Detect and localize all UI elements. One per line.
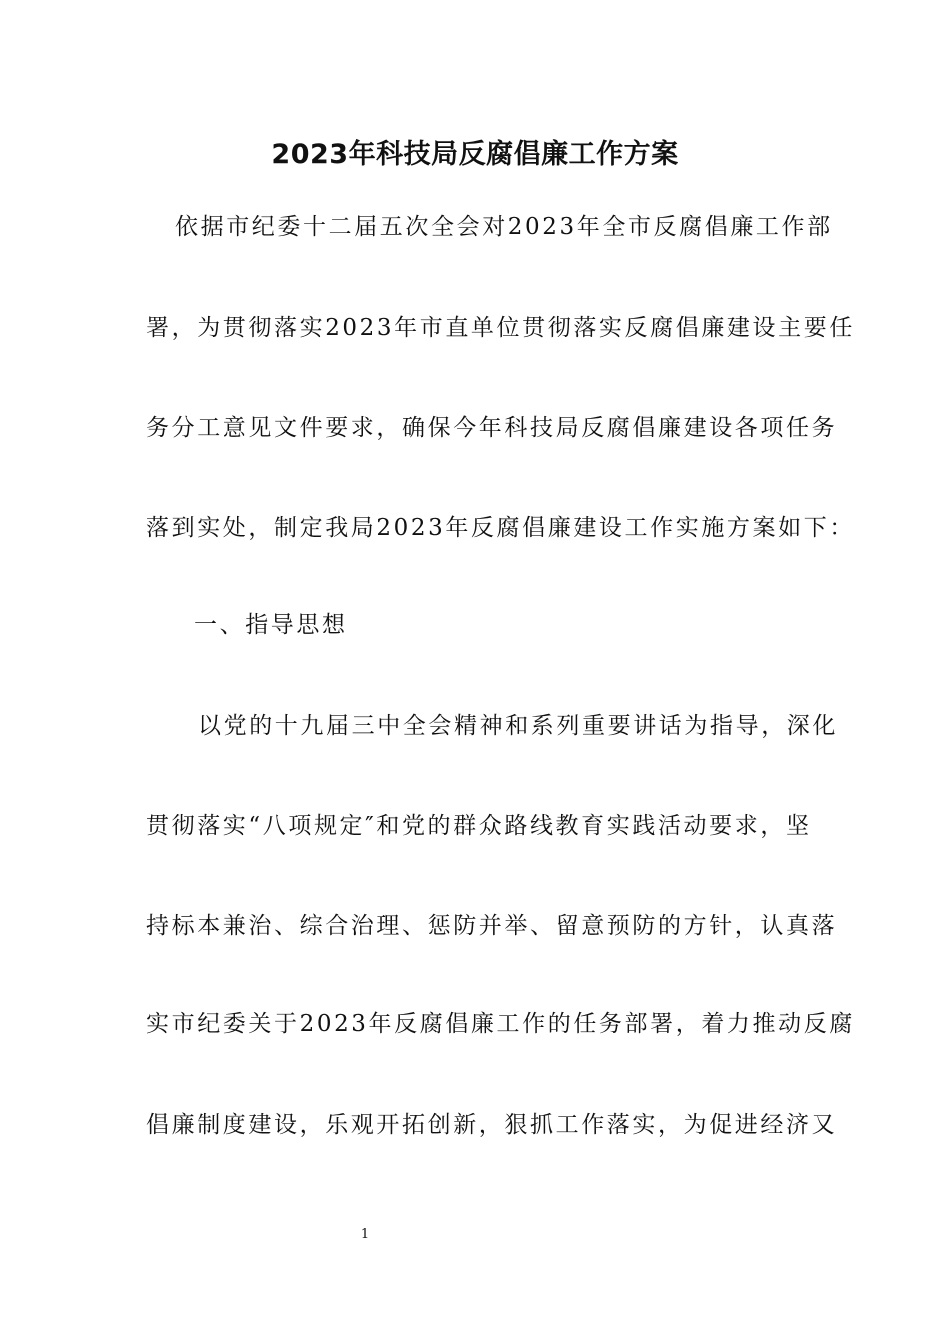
page-number: 1 [360,1227,370,1242]
section-heading: 一、指导思想 [194,612,348,638]
intro-line-1: 依据市纪委十二届五次全会对2023年全市反腐倡廉工作部 [175,214,833,240]
section-line-4: 实市纪委关于2023年反腐倡廉工作的任务部署，着力推动反腐 [146,1011,855,1037]
intro-line-3: 务分工意见文件要求，确保今年科技局反腐倡廉建设各项任务 [146,415,838,441]
section-line-3: 持标本兼治、综合治理、惩防并举、留意预防的方针，认真落 [146,913,838,939]
section-line-5: 倡廉制度建设，乐观开拓创新，狠抓工作落实，为促进经济又 [146,1112,838,1138]
section-line-1: 以党的十九届三中全会精神和系列重要讲话为指导，深化 [198,713,838,739]
section-line-2: 贯彻落实“八项规定″和党的群众路线教育实践活动要求，坚 [146,813,812,839]
intro-line-4: 落到实处，制定我局2023年反腐倡廉建设工作实施方案如下： [146,515,855,541]
document-title: 2023年科技局反腐倡廉工作方案 [271,139,679,170]
intro-line-2: 署，为贯彻落实2023年市直单位贯彻落实反腐倡廉建设主要任 [146,315,855,341]
